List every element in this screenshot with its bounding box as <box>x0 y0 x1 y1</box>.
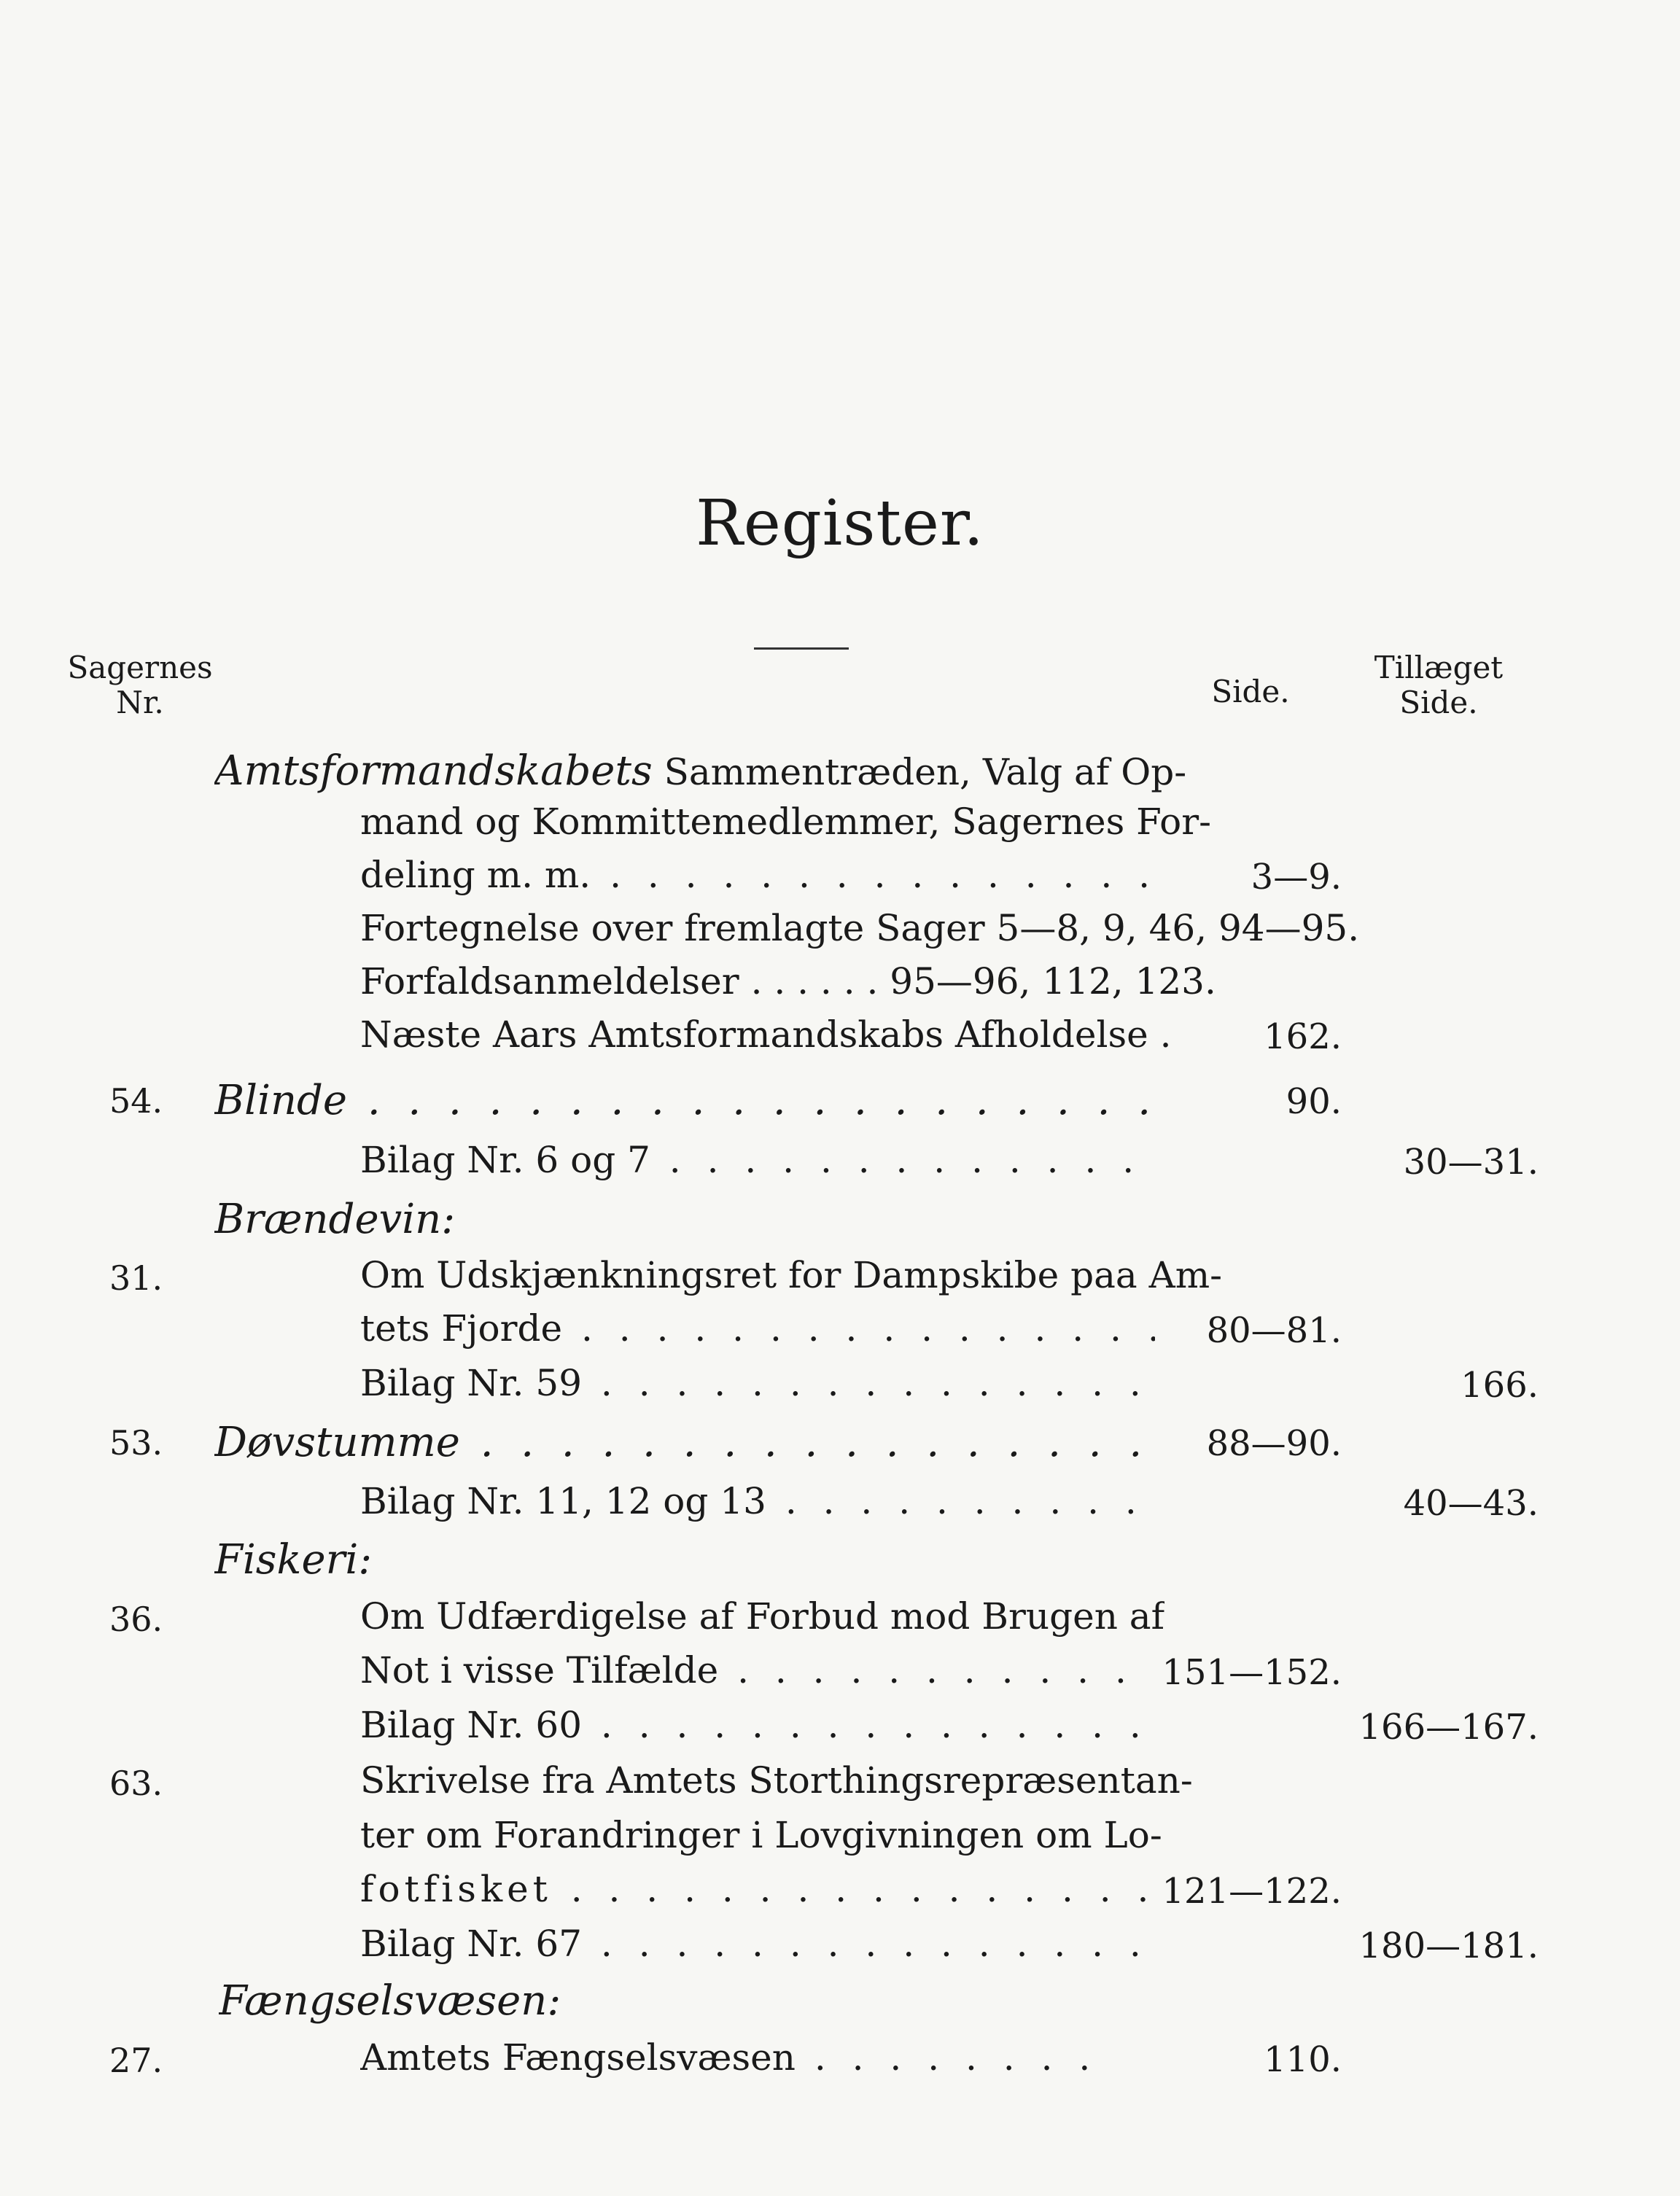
register-row <box>0 1595 1680 1646</box>
row-heading: Fængselsvæsen: <box>219 1977 561 2025</box>
header-side <box>1196 674 1305 709</box>
header-tillaeg-line2: Side. <box>1399 685 1478 720</box>
row-text-cont: Sammentræden, Valg af Op- <box>652 751 1187 793</box>
row-side: 3—9. <box>1251 857 1342 898</box>
row-text: Bilag Nr. 11, 12 og 13 . . . <box>360 1480 1155 1522</box>
register-row <box>0 1254 1680 1305</box>
header-tillaeg-line1: Tillæget <box>1374 650 1504 685</box>
register-row <box>0 907 1680 958</box>
row-text: Om Udskjænkningsret for Dampskibe paa Am- <box>360 1254 1223 1296</box>
row-tillaeg: 180—181. <box>1358 1926 1539 1966</box>
row-number: 53. <box>109 1423 163 1463</box>
row-heading: Blinde . . . <box>214 1077 1155 1124</box>
register-row <box>0 747 1680 798</box>
header-side-label: Side. <box>1211 674 1290 709</box>
row-side: 151—152. <box>1162 1652 1342 1693</box>
register-row <box>0 1139 1680 1190</box>
row-text: Næste Aars Amtsformandskabs Afholdelse . <box>360 1013 1172 1056</box>
row-heading: Fiskeri: <box>214 1536 373 1584</box>
row-text: tets Fjorde . . . <box>360 1307 1155 1350</box>
row-text: Amtets Fængselsvæsen . . . <box>360 2036 1111 2079</box>
row-text <box>214 747 1186 795</box>
register-row <box>0 1649 1680 1700</box>
register-row <box>0 1077 1680 1128</box>
row-text: Bilag Nr. 60 . . . <box>360 1704 1155 1746</box>
row-text: Bilag Nr. 67 . . . <box>360 1923 1155 1965</box>
register-row <box>0 1868 1680 1919</box>
row-number: 63. <box>109 1764 163 1803</box>
row-text: fotfisket . . . <box>360 1868 1155 1910</box>
row-text: Skrivelse fra Amtets Storthingsrepræsentan- <box>360 1759 1193 1802</box>
row-tillaeg: 40—43. <box>1403 1483 1539 1524</box>
row-number: 27. <box>109 2041 163 2080</box>
register-row <box>0 2036 1680 2087</box>
header-sagernes-nr <box>60 650 220 720</box>
row-side: 90. <box>1286 1081 1342 1122</box>
row-side: 88—90. <box>1206 1423 1342 1464</box>
row-side: 162. <box>1264 1016 1342 1057</box>
row-number: 31. <box>109 1258 163 1298</box>
register-row <box>0 801 1680 852</box>
row-tillaeg: 166—167. <box>1358 1707 1539 1748</box>
row-number: 54. <box>109 1081 163 1121</box>
register-row <box>0 1480 1680 1531</box>
row-text: deling m. m. . . . <box>360 854 1155 896</box>
row-number: 36. <box>109 1600 163 1639</box>
register-row <box>0 1977 1680 2028</box>
row-text: Forfaldsanmeldelser . . . . . . 95—96, 112, 123. <box>360 960 1216 1002</box>
row-text: Bilag Nr. 59 . . . <box>360 1362 1155 1404</box>
register-row <box>0 1013 1680 1064</box>
row-tillaeg: 30—31. <box>1403 1142 1539 1183</box>
row-text: Bilag Nr. 6 og 7 . . . <box>360 1139 1155 1181</box>
register-row <box>0 1759 1680 1810</box>
title-rule <box>754 647 849 650</box>
header-nr-line1: Sagernes <box>67 650 213 685</box>
row-text: ter om Forandringer i Lovgivningen om Lo- <box>360 1814 1162 1856</box>
row-heading: Døvstumme . . . <box>214 1419 1155 1466</box>
row-text: Om Udfærdigelse af Forbud mod Brugen af <box>360 1595 1165 1638</box>
register-row <box>0 960 1680 1011</box>
register-row <box>0 1923 1680 1974</box>
row-text: Not i visse Tilfælde . . . <box>360 1649 1155 1691</box>
register-row <box>0 1536 1680 1587</box>
row-tillaeg: 166. <box>1461 1365 1539 1406</box>
row-side: 80—81. <box>1206 1310 1342 1351</box>
page-title: Register. <box>696 487 984 560</box>
row-side: 110. <box>1264 2039 1342 2080</box>
register-row <box>0 1704 1680 1755</box>
register-row <box>0 1307 1680 1358</box>
row-heading: Brændevin: <box>214 1196 456 1243</box>
row-text: Fortegnelse over fremlagte Sager 5—8, 9, 46, 94—95. <box>360 907 1360 949</box>
register-row <box>0 854 1680 905</box>
register-row <box>0 1814 1680 1865</box>
register-row <box>0 1196 1680 1247</box>
register-row <box>0 1362 1680 1413</box>
header-tillaeget-side <box>1355 650 1522 720</box>
register-row <box>0 1419 1680 1470</box>
row-text: mand og Kommittemedlemmer, Sagernes For- <box>360 801 1211 843</box>
header-nr-line2: Nr. <box>116 685 164 720</box>
row-heading: Amtsformandskabets <box>214 747 653 795</box>
row-side: 121—122. <box>1162 1871 1342 1912</box>
